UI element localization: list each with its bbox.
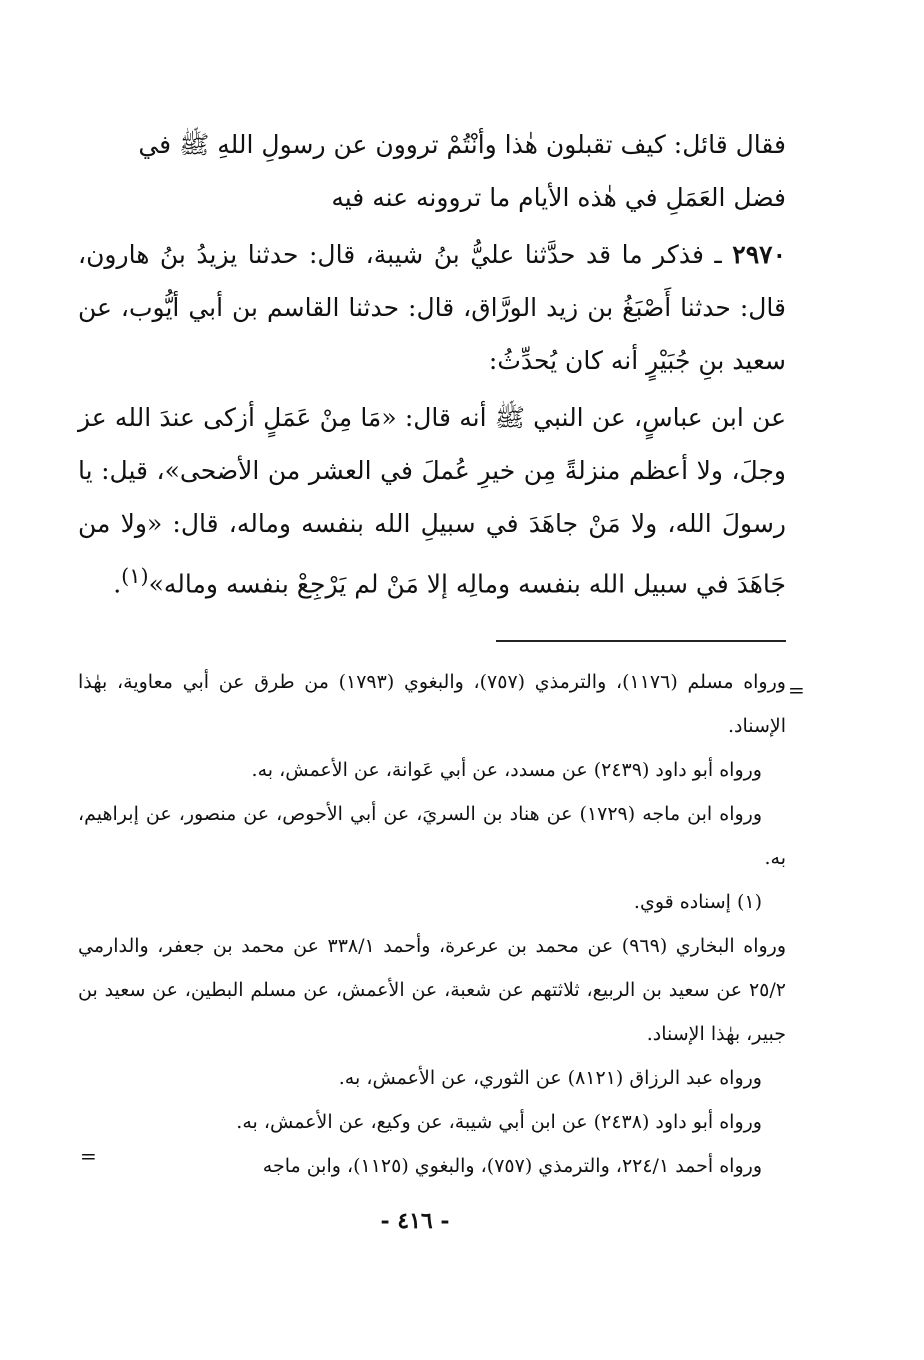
continuation-mark-bottom: = — [80, 1144, 97, 1168]
footnote-line: ورواه أبو داود (٢٤٣٩) عن مسدد، عن أبي عَوانة، عن الأعمش، به. — [251, 759, 762, 781]
footnote-line: ورواه ابن ماجه (١٧٢٩) عن هناد بن السريَ، عن أبي الأحوص، عن منصور، عن إبراهيم، به. — [78, 803, 786, 869]
footnotes — [78, 660, 786, 1188]
footnote-separator — [496, 640, 786, 642]
footnote-line: ورواه البخاري (٩٦٩) عن محمد بن عرعرة، وأحمد ٣٣٨/١ عن محمد بن جعفر، والدارمي ٢٥/٢ عن سعيد بن الربيع، ثلاثتهم عن شعبة، عن الأعمش، عن مسلم البطين، عن سعيد بن جبير، بهٰذا الإسناد. — [78, 935, 786, 1045]
footnote-line: ورواه أبو داود (٢٤٣٨) عن ابن أبي شيبة، عن وكيع، عن الأعمش، به. — [236, 1111, 762, 1133]
footnote-line: (١) إسناده قوي. — [633, 891, 762, 913]
footnote-reference: (١) — [121, 564, 149, 588]
intro-line-2: فضل العَمَلِ في هٰذه الأيام ما تروونه عنه فيه — [331, 183, 786, 212]
continuation-mark: = — [788, 678, 805, 702]
main-text — [78, 118, 786, 610]
hadith-isnad-paragraph — [78, 228, 786, 387]
hadith-matn: عن ابن عباسٍ، عن النبي ﷺ أنه قال: «مَا مِنْ عَمَلٍ أزكى عندَ الله عز وجلَ، ولا أعظم منزلةً مِن خيرِ عُملَ في العشر من الأضحى»، قيل: يا رسولَ الله، ولا مَنْ جاهَدَ في سبيلِ الله بنفسه وماله، قال: «ولا من جَاهَدَ في سبيل الله بنفسه ومالِه إلا مَنْ لم يَرْجِعْ بنفسه وماله» — [78, 403, 786, 599]
footnote-line: ورواه مسلم (١١٧٦)، والترمذي (٧٥٧)، والبغوي (١٧٩٣) من طرق عن أبي معاوية، بهٰذا الإسناد. — [78, 671, 786, 737]
intro-paragraph — [78, 118, 786, 224]
hadith-matn-paragraph — [78, 391, 786, 610]
footnote-line: ورواه أحمد ٢٢٤/١، والترمذي (٧٥٧)، والبغوي (١١٢٥)، وابن ماجه — [262, 1155, 762, 1177]
page-number: - ٤١٦ - — [380, 1208, 450, 1234]
intro-line-1: فقال قائل: كيف تقبلون هٰذا وأنْتُمْ تروون عن رسولِ اللهِ ﷺ في — [138, 130, 786, 159]
hadith-number: ٢٩٧٠ — [732, 240, 786, 269]
hadith-isnad: ـ فذكر ما قد حدَّثنا عليُّ بنُ شيبة، قال: حدثنا يزيدُ بنُ هارون، قال: حدثنا أَصْبَغُ بن زيد الورَّاق، قال: حدثنا القاسم بن أبي أيُّوب، عن سعيد بنِ جُبَيْرٍ أنه كان يُحدِّثُ: — [78, 240, 786, 375]
footnote-line: ورواه عبد الرزاق (٨١٢١) عن الثوري، عن الأعمش، به. — [338, 1067, 762, 1089]
hadith-end: . — [113, 569, 122, 599]
